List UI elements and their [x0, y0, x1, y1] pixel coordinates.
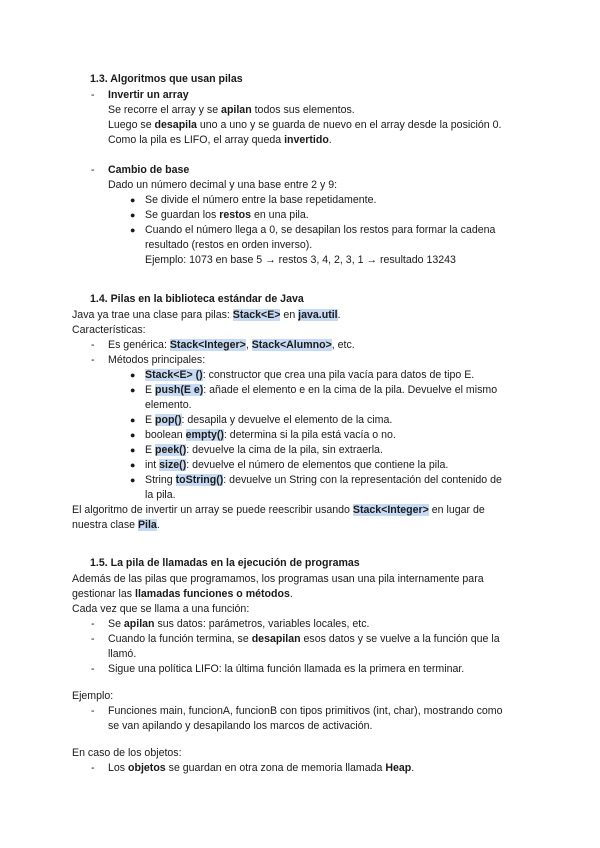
section-1-3-title: 1.3. Algoritmos que usan pilas — [90, 73, 243, 85]
cambio-base-bullet-3-cont: resultado (restos en orden inverso). — [145, 239, 313, 251]
callstack-item-3: Sigue una política LIFO: la última función llamada es la primera en terminar. — [108, 663, 465, 675]
callstack-item-1: Se apilan sus datos: parámetros, variables locales, etc. — [108, 618, 370, 630]
java-stack-line: Java ya trae una clase para pilas: Stack<E> en java.util. — [72, 309, 341, 321]
callstack-line-1: Además de las pilas que programamos, los programas usan una pila internamente para — [72, 573, 484, 585]
method-push-cont: elemento. — [145, 399, 192, 411]
ejemplo-item-cont: se van apilando y desapilando los marcos de activación. — [108, 720, 373, 732]
caracteristicas-label: Características: — [72, 324, 146, 336]
rewrite-line-1: El algoritmo de invertir un array se puede reescribir usando Stack<Integer> en lugar de — [72, 504, 485, 516]
ejemplo-label: Ejemplo: — [72, 690, 114, 702]
callstack-line-3: Cada vez que se llama a una función: — [72, 603, 250, 615]
method-constructor: Stack<E> (): constructor que crea una pila vacía para datos de tipo E. — [145, 369, 475, 381]
invertir-array-title: Invertir un array — [108, 89, 189, 101]
cambio-base-title: Cambio de base — [108, 164, 190, 176]
method-pop: E pop(): desapila y devuelve el elemento de la cima. — [145, 414, 393, 426]
cambio-base-example: Ejemplo: 1073 en base 5 → restos 3, 4, 2, 3, 1 → resultado 13243 — [145, 254, 456, 266]
method-tostring: String toString(): devuelve un String con la representación del contenido de — [145, 474, 502, 486]
method-peek: E peek(): devuelve la cima de la pila, sin extraerla. — [145, 444, 383, 456]
objetos-item: Los objetos se guardan en otra zona de memoria llamada Heap. — [108, 762, 415, 774]
document-page: 1.3. Algoritmos que usan pilas - Invertir un array Se recorre el array y se apilan todos sus elementos. Luego se desapila uno a uno y se guarda de nuevo en el array desde la posición 0. Como la pila es LIFO, el array queda invertido. - Cambio de base Dado un número decimal y una base entre 2 y 9: ● Se divide el número entre la base repetidamente. ● Se guardan los restos en una pila. ● Cuando el número llega a 0, se desapilan los restos para formar la cadena resultado (restos en orden inverso). Ejemplo: 1073 en base 5 → restos 3, 4, 2, 3, 1 → resultado 13243 1.4. Pilas en la biblioteca estándar de Java Java ya trae una clase para pilas: Stack<E> en java.util. Características: - Es genérica: Stack<Integer>, Stack<Alumno>, etc. - Métodos principales: ● Stack<E> (): constructor que crea una pila vacía para datos de tipo E. ● E push(E e): añade el elemento e en la cima de la pila. Devuelve el mismo elemento. ● E pop(): desapila y devuelve el elemento de la cima. ● boolean empty(): determina si la pila está vacía o no. ● E peek(): devuelve la cima de la pila, sin extraerla. ● int size(): devuelve el número de elementos que contiene la pila. ● String toString(): devuelve un String con la representación del contenido de la pila. El algoritmo de invertir un array se puede reescribir usando Stack<Integer> en lugar de nuestra clase Pila. 1.5. La pila de llamadas en la ejecución de programas Además de las pilas que programamos, los programas usan una pila internamente para gestionar las llamadas funciones o métodos. Cada vez que se llama a una función: - Se apilan sus datos: parámetros, variables locales, etc. - Cuando la función termina, se desapilan esos datos y se vuelve a la función que la llamó. - Sigue una política LIFO: la última función llamada es la primera en terminar. Ejemplo: - Funciones main, funcionA, funcionB con tipos primitivos (int, char), mostrando como se van apilando y desapilando los marcos de activación. En caso de los objetos: - Los objetos se guardan en otra zona de memoria llamada Heap. — [72, 73, 503, 774]
callstack-line-2: gestionar las llamadas funciones o métodos. — [72, 588, 293, 600]
metodos-label: Métodos principales: — [108, 354, 206, 366]
method-push: E push(E e): añade el elemento e en la cima de la pila. Devuelve el mismo — [145, 384, 498, 396]
invertir-line-3: Como la pila es LIFO, el array queda invertido. — [108, 134, 332, 146]
cambio-base-bullet-2: Se guardan los restos en una pila. — [145, 209, 309, 221]
cambio-base-bullet-1: Se divide el número entre la base repetidamente. — [145, 194, 377, 206]
cambio-base-line-1: Dado un número decimal y una base entre 2 y 9: — [108, 179, 338, 191]
section-1-4-title: 1.4. Pilas en la biblioteca estándar de Java — [90, 293, 304, 305]
method-empty: boolean empty(): determina si la pila está vacía o no. — [145, 429, 396, 441]
invertir-line-1: Se recorre el array y se apilan todos sus elementos. — [108, 104, 355, 116]
generica-item: Es genérica: Stack<Integer>, Stack<Alumno>, etc. — [108, 339, 355, 351]
invertir-line-2: Luego se desapila uno a uno y se guarda de nuevo en el array desde la posición 0. — [108, 119, 502, 131]
cambio-base-bullet-3: Cuando el número llega a 0, se desapilan los restos para formar la cadena — [145, 224, 496, 236]
method-tostring-cont: la pila. — [145, 489, 176, 501]
method-size: int size(): devuelve el número de elementos que contiene la pila. — [145, 459, 449, 471]
objetos-label: En caso de los objetos: — [72, 747, 182, 759]
callstack-item-2: Cuando la función termina, se desapilan esos datos y se vuelve a la función que la — [108, 633, 500, 645]
callstack-item-2-cont: llamó. — [108, 648, 137, 660]
section-1-5-title: 1.5. La pila de llamadas en la ejecución de programas — [90, 557, 360, 569]
ejemplo-item: Funciones main, funcionA, funcionB con tipos primitivos (int, char), mostrando como — [108, 705, 503, 717]
rewrite-line-2: nuestra clase Pila. — [72, 519, 160, 531]
